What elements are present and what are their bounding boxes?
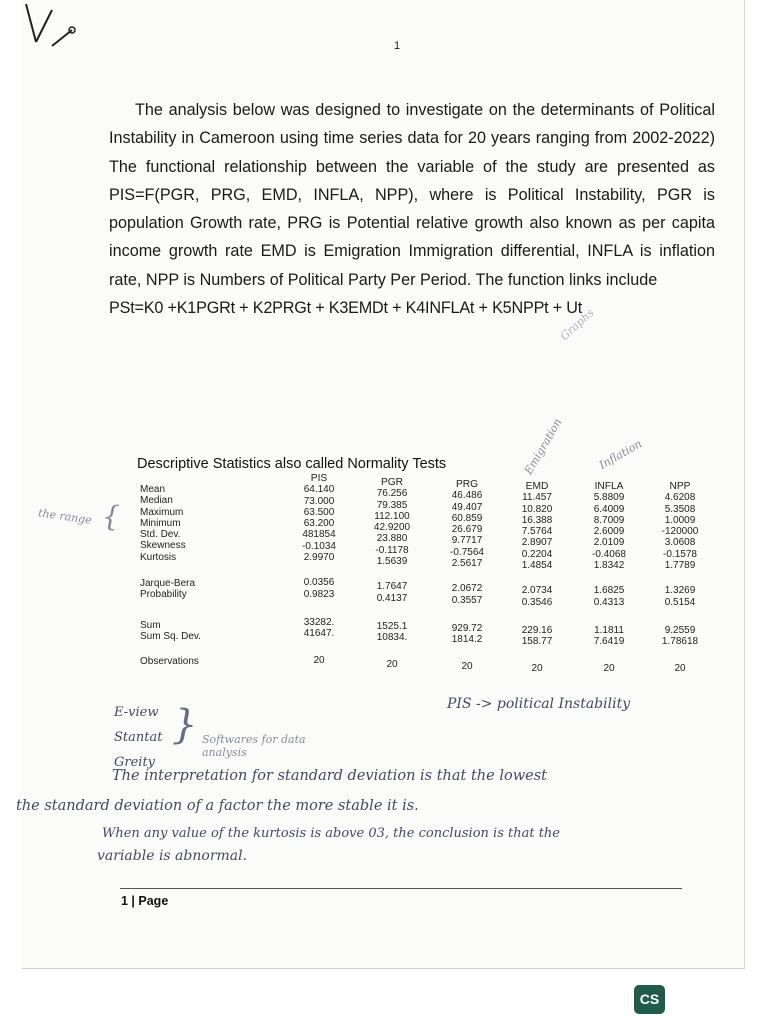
table-cell: 229.16 xyxy=(521,624,553,636)
side-scribble: Graphs xyxy=(557,306,597,343)
table-cell: 0.0356 xyxy=(303,577,335,589)
table-cell: 20 xyxy=(603,662,615,674)
table-cell: 1525.1 xyxy=(376,620,408,632)
table-cell: 1.3269 xyxy=(664,585,696,597)
table-cell: 79.385 xyxy=(376,499,408,511)
software-brace: } xyxy=(172,702,198,748)
table-cell: 0.4137 xyxy=(376,592,408,604)
table-cell: 20 xyxy=(531,662,543,674)
table-cell: 1.4854 xyxy=(521,560,553,572)
document-page xyxy=(16,0,745,969)
table-cell: 49.407 xyxy=(451,501,483,513)
table-cell: 63.500 xyxy=(303,506,335,518)
table-cell: 0.5154 xyxy=(664,596,696,608)
table-cell: 10.820 xyxy=(521,503,553,515)
table-cell: 5.8809 xyxy=(593,492,625,504)
table-cell: 73.000 xyxy=(303,495,335,507)
software-note: Softwares for data analysis xyxy=(202,733,306,759)
column-header: INFLA xyxy=(594,481,624,492)
table-cell: 42.9200 xyxy=(373,522,411,534)
table-cell: 64.140 xyxy=(303,484,335,496)
table-cell: 46.486 xyxy=(451,490,483,502)
table-cell: 60.859 xyxy=(451,512,483,524)
column-header: EMD xyxy=(525,481,549,492)
table-cell: 11.457 xyxy=(522,492,552,504)
table-cell: 5.3508 xyxy=(664,503,696,515)
row-label: Sum Sq. Dev. xyxy=(140,631,201,643)
intro-text: The analysis below was designed to investigate on the determinants of Political Instability in Cameroon using time series data for 20 years ranging from 2002-2022) The functional relationship between the variable of the study are presented as PIS=F(PGR, PRG, EMD, INFLA, NPP), where is Political Instability, PGR is population Growth rate, PRG is Potential relative growth also known as per capita income growth rate EMD is Emigration Immigration differential, INFLA is inflation rate, NPP is Numbers of Political Party Per Period. The function links include xyxy=(109,101,715,289)
row-label-block xyxy=(140,578,195,601)
table-cell: 481854 xyxy=(302,529,336,541)
row-label: Skewness xyxy=(140,540,186,552)
row-label-block xyxy=(140,484,186,563)
table-cell: 0.4313 xyxy=(593,596,625,608)
table-column-prg xyxy=(437,479,497,672)
table-column-npp xyxy=(650,481,710,674)
table-column-emd xyxy=(507,481,567,674)
table-cell: 1.7647 xyxy=(376,581,408,593)
table-column-infla xyxy=(579,481,639,674)
row-label: Kurtosis xyxy=(140,551,177,563)
table-title: Descriptive Statistics also called Normality Tests xyxy=(137,456,447,472)
table-cell: -120000 xyxy=(661,526,699,538)
row-label: Maximum xyxy=(140,506,184,518)
table-cell: 2.9970 xyxy=(303,552,335,564)
table-cell: 63.200 xyxy=(303,518,335,530)
table-cell: 20 xyxy=(313,654,325,666)
table-cell: 1.78618 xyxy=(661,636,699,648)
table-cell: 6.4009 xyxy=(593,503,625,515)
table-cell: 2.0672 xyxy=(451,583,483,595)
software-item: E-view xyxy=(114,705,159,720)
handwritten-note-line-4: variable is abnormal. xyxy=(97,848,248,864)
table-cell: -0.4068 xyxy=(592,548,626,560)
table-cell: 2.6009 xyxy=(593,526,625,538)
camscanner-badge: CS xyxy=(634,985,665,1014)
table-column-pgr xyxy=(362,477,422,670)
table-cell: -0.1034 xyxy=(302,540,336,552)
table-cell: 20 xyxy=(674,662,686,674)
table-cell: 9.2559 xyxy=(664,624,696,636)
table-cell: 3.0608 xyxy=(664,537,696,549)
column-header: PRG xyxy=(455,479,479,490)
table-cell: 2.5617 xyxy=(451,558,483,570)
table-cell: 112.100 xyxy=(374,510,410,522)
table-cell: 7.6419 xyxy=(593,636,625,648)
row-label: Minimum xyxy=(140,517,181,529)
page-footer: 1 | Page xyxy=(121,894,169,908)
table-column-pis xyxy=(287,473,351,666)
table-cell: 8.7009 xyxy=(593,514,625,526)
table-cell: -0.1578 xyxy=(663,548,697,560)
table-cell: 2.0734 xyxy=(521,585,553,597)
formula: PSt=K0 +K1PGRt + K2PRGt + K3EMDt + K4INFLAt + K5NPPt + Ut xyxy=(109,299,583,318)
table-cell: 0.2204 xyxy=(521,548,553,560)
table-cell: 20 xyxy=(386,658,398,670)
row-label: Probability xyxy=(140,589,187,601)
table-cell: 1814.2 xyxy=(451,634,483,646)
table-cell: 76.256 xyxy=(376,488,408,500)
table-cell: 9.7717 xyxy=(451,535,483,547)
handwritten-note-line-3: When any value of the kurtosis is above 03, the conclusion is that the xyxy=(102,826,560,841)
table-cell: 10834. xyxy=(376,632,408,644)
handwritten-note-line-1: The interpretation for standard deviation is that the lowest xyxy=(112,768,547,784)
emigration-note: Emigration xyxy=(521,416,565,477)
column-header: PGR xyxy=(380,477,404,488)
inflation-note: Inflation xyxy=(596,437,645,472)
table-cell: 1.1811 xyxy=(594,624,624,636)
table-cell: 41647. xyxy=(303,628,335,640)
handwritten-note-line-2: the standard deviation of a factor the more stable it is. xyxy=(16,798,419,814)
table-cell: 16.388 xyxy=(521,514,553,526)
table-cell: 1.7789 xyxy=(664,560,696,572)
footer-divider xyxy=(120,888,682,889)
row-label: Observations xyxy=(140,656,199,667)
row-label: Sum xyxy=(140,620,161,631)
table-cell: 1.5639 xyxy=(376,556,408,568)
range-note: the range xyxy=(37,506,93,527)
row-label-block xyxy=(140,620,201,643)
row-label: Std. Dev. xyxy=(140,529,181,541)
column-header: NPP xyxy=(669,481,691,492)
table-cell: 20 xyxy=(461,660,473,672)
intro-paragraph xyxy=(109,96,715,322)
table-cell: 23.880 xyxy=(376,533,408,545)
table-cell: 1.0009 xyxy=(664,514,696,526)
table-cell: 0.3546 xyxy=(521,596,553,608)
software-item: Greity xyxy=(114,755,156,770)
table-cell: 4.6208 xyxy=(664,492,696,504)
table-cell: -0.1178 xyxy=(375,544,409,556)
column-header: PIS xyxy=(310,473,328,484)
row-label: Mean xyxy=(140,484,166,495)
table-cell: 929.72 xyxy=(451,622,483,634)
table-cell: 1.6825 xyxy=(593,585,625,597)
table-cell: 158.77 xyxy=(521,636,553,648)
table-cell: 2.0109 xyxy=(593,537,625,549)
range-bracket: { xyxy=(102,500,120,533)
table-cell: 7.5764 xyxy=(521,526,553,538)
table-cell: 33282. xyxy=(303,616,335,628)
table-cell: 0.3557 xyxy=(451,594,483,606)
corner-pen-mark xyxy=(22,0,92,60)
software-item: Stantat xyxy=(114,730,163,745)
row-label: Median xyxy=(140,495,173,507)
table-cell: 2.8907 xyxy=(521,537,553,549)
table-cell: 0.9823 xyxy=(303,588,335,600)
pis-note: PIS -> political Instability xyxy=(447,696,631,712)
row-label: Jarque-Bera xyxy=(140,578,196,589)
page-number-top: 1 xyxy=(394,40,401,52)
table-cell: -0.7564 xyxy=(450,546,484,558)
table-cell: 1.8342 xyxy=(593,560,625,572)
table-cell: 26.679 xyxy=(451,524,483,536)
